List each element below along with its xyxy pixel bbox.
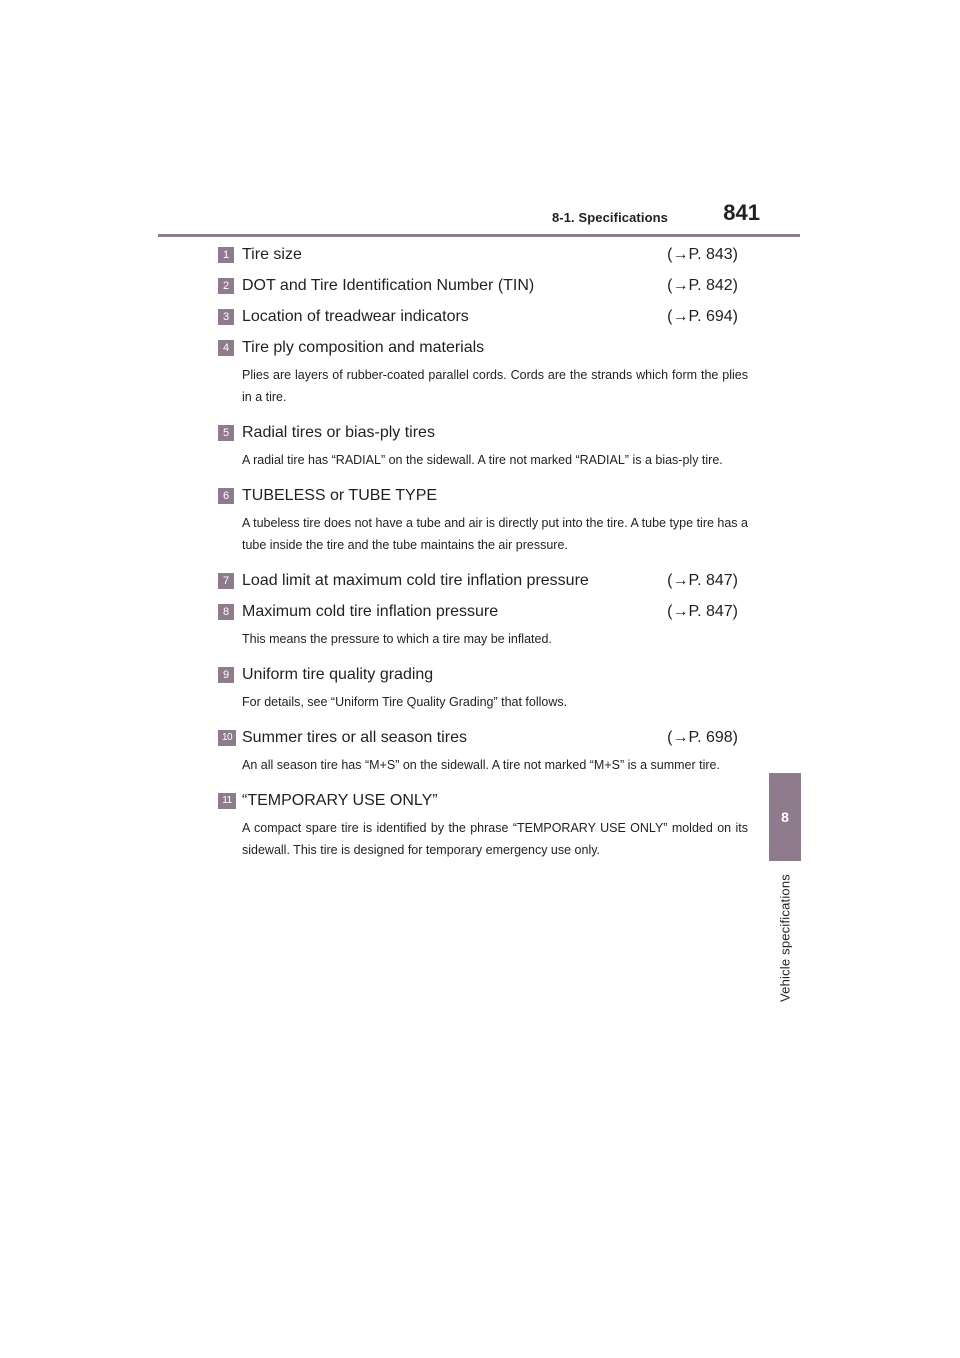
item-number-badge: 7 bbox=[218, 573, 234, 589]
item-title: DOT and Tire Identification Number (TIN) bbox=[242, 277, 535, 294]
item-title: TUBELESS or TUBE TYPE bbox=[242, 487, 438, 504]
item-number-badge: 11 bbox=[218, 793, 236, 809]
list-item bbox=[218, 597, 748, 660]
page-reference: (→P. 847) bbox=[667, 572, 738, 589]
list-item bbox=[218, 566, 748, 597]
list-item bbox=[218, 786, 748, 861]
item-description: A compact spare tire is identified by the phrase “TEMPORARY USE ONLY” molded on its sidewall. This tire is designed for temporary emergency use only. bbox=[242, 821, 748, 857]
item-description: A radial tire has “RADIAL” on the sidewall. A tire not marked “RADIAL” is a bias-ply tire. bbox=[242, 453, 723, 467]
item-description: An all season tire has “M+S” on the sidewall. A tire not marked “M+S” is a summer tire. bbox=[242, 758, 720, 772]
list-item bbox=[218, 271, 748, 302]
item-description: For details, see “Uniform Tire Quality Grading” that follows. bbox=[242, 695, 568, 709]
list-item bbox=[218, 660, 748, 723]
item-number-badge: 9 bbox=[218, 667, 234, 683]
page-reference: (→P. 843) bbox=[667, 246, 738, 263]
page-reference: (→P. 694) bbox=[667, 308, 738, 325]
item-title: Load limit at maximum cold tire inflation pressure bbox=[242, 572, 589, 589]
item-description: A tubeless tire does not have a tube and air is directly put into the tire. A tube type tire has a tube inside the tire and the tube maintains the air pressure. bbox=[242, 516, 748, 552]
list-item bbox=[218, 302, 748, 333]
item-description: Plies are layers of rubber-coated parallel cords. Cords are the strands which form the plies in a tire. bbox=[242, 368, 748, 404]
item-title: Location of treadwear indicators bbox=[242, 308, 469, 325]
item-number-badge: 10 bbox=[218, 730, 236, 746]
chapter-label: Vehicle specifications bbox=[777, 874, 793, 1002]
item-title: Summer tires or all season tires bbox=[242, 729, 467, 746]
list-item bbox=[218, 481, 748, 566]
section-title: 8-1. Specifications bbox=[551, 210, 668, 225]
tire-label-list bbox=[218, 240, 748, 861]
page-reference: (→P. 847) bbox=[667, 603, 738, 620]
item-title: “TEMPORARY USE ONLY” bbox=[242, 792, 438, 809]
item-number-badge: 4 bbox=[218, 340, 234, 356]
item-number-badge: 5 bbox=[218, 425, 234, 441]
item-title: Tire ply composition and materials bbox=[242, 339, 485, 356]
item-title: Radial tires or bias-ply tires bbox=[242, 424, 435, 441]
page-header bbox=[158, 200, 800, 237]
page-reference: (→P. 698) bbox=[667, 729, 738, 746]
item-number-badge: 3 bbox=[218, 309, 234, 325]
item-title: Maximum cold tire inflation pressure bbox=[242, 603, 499, 620]
item-number-badge: 1 bbox=[218, 247, 234, 263]
item-number-badge: 8 bbox=[218, 604, 234, 620]
chapter-tab: 8 bbox=[769, 773, 801, 861]
item-title: Tire size bbox=[242, 246, 302, 263]
list-item bbox=[218, 333, 748, 418]
list-item bbox=[218, 418, 748, 481]
item-number-badge: 6 bbox=[218, 488, 234, 504]
list-item bbox=[218, 723, 748, 786]
page-number: 841 bbox=[723, 200, 760, 225]
item-title: Uniform tire quality grading bbox=[242, 666, 434, 683]
page-reference: (→P. 842) bbox=[667, 277, 738, 294]
item-number-badge: 2 bbox=[218, 278, 234, 294]
list-item bbox=[218, 240, 748, 271]
item-description: This means the pressure to which a tire may be inflated. bbox=[242, 632, 552, 646]
